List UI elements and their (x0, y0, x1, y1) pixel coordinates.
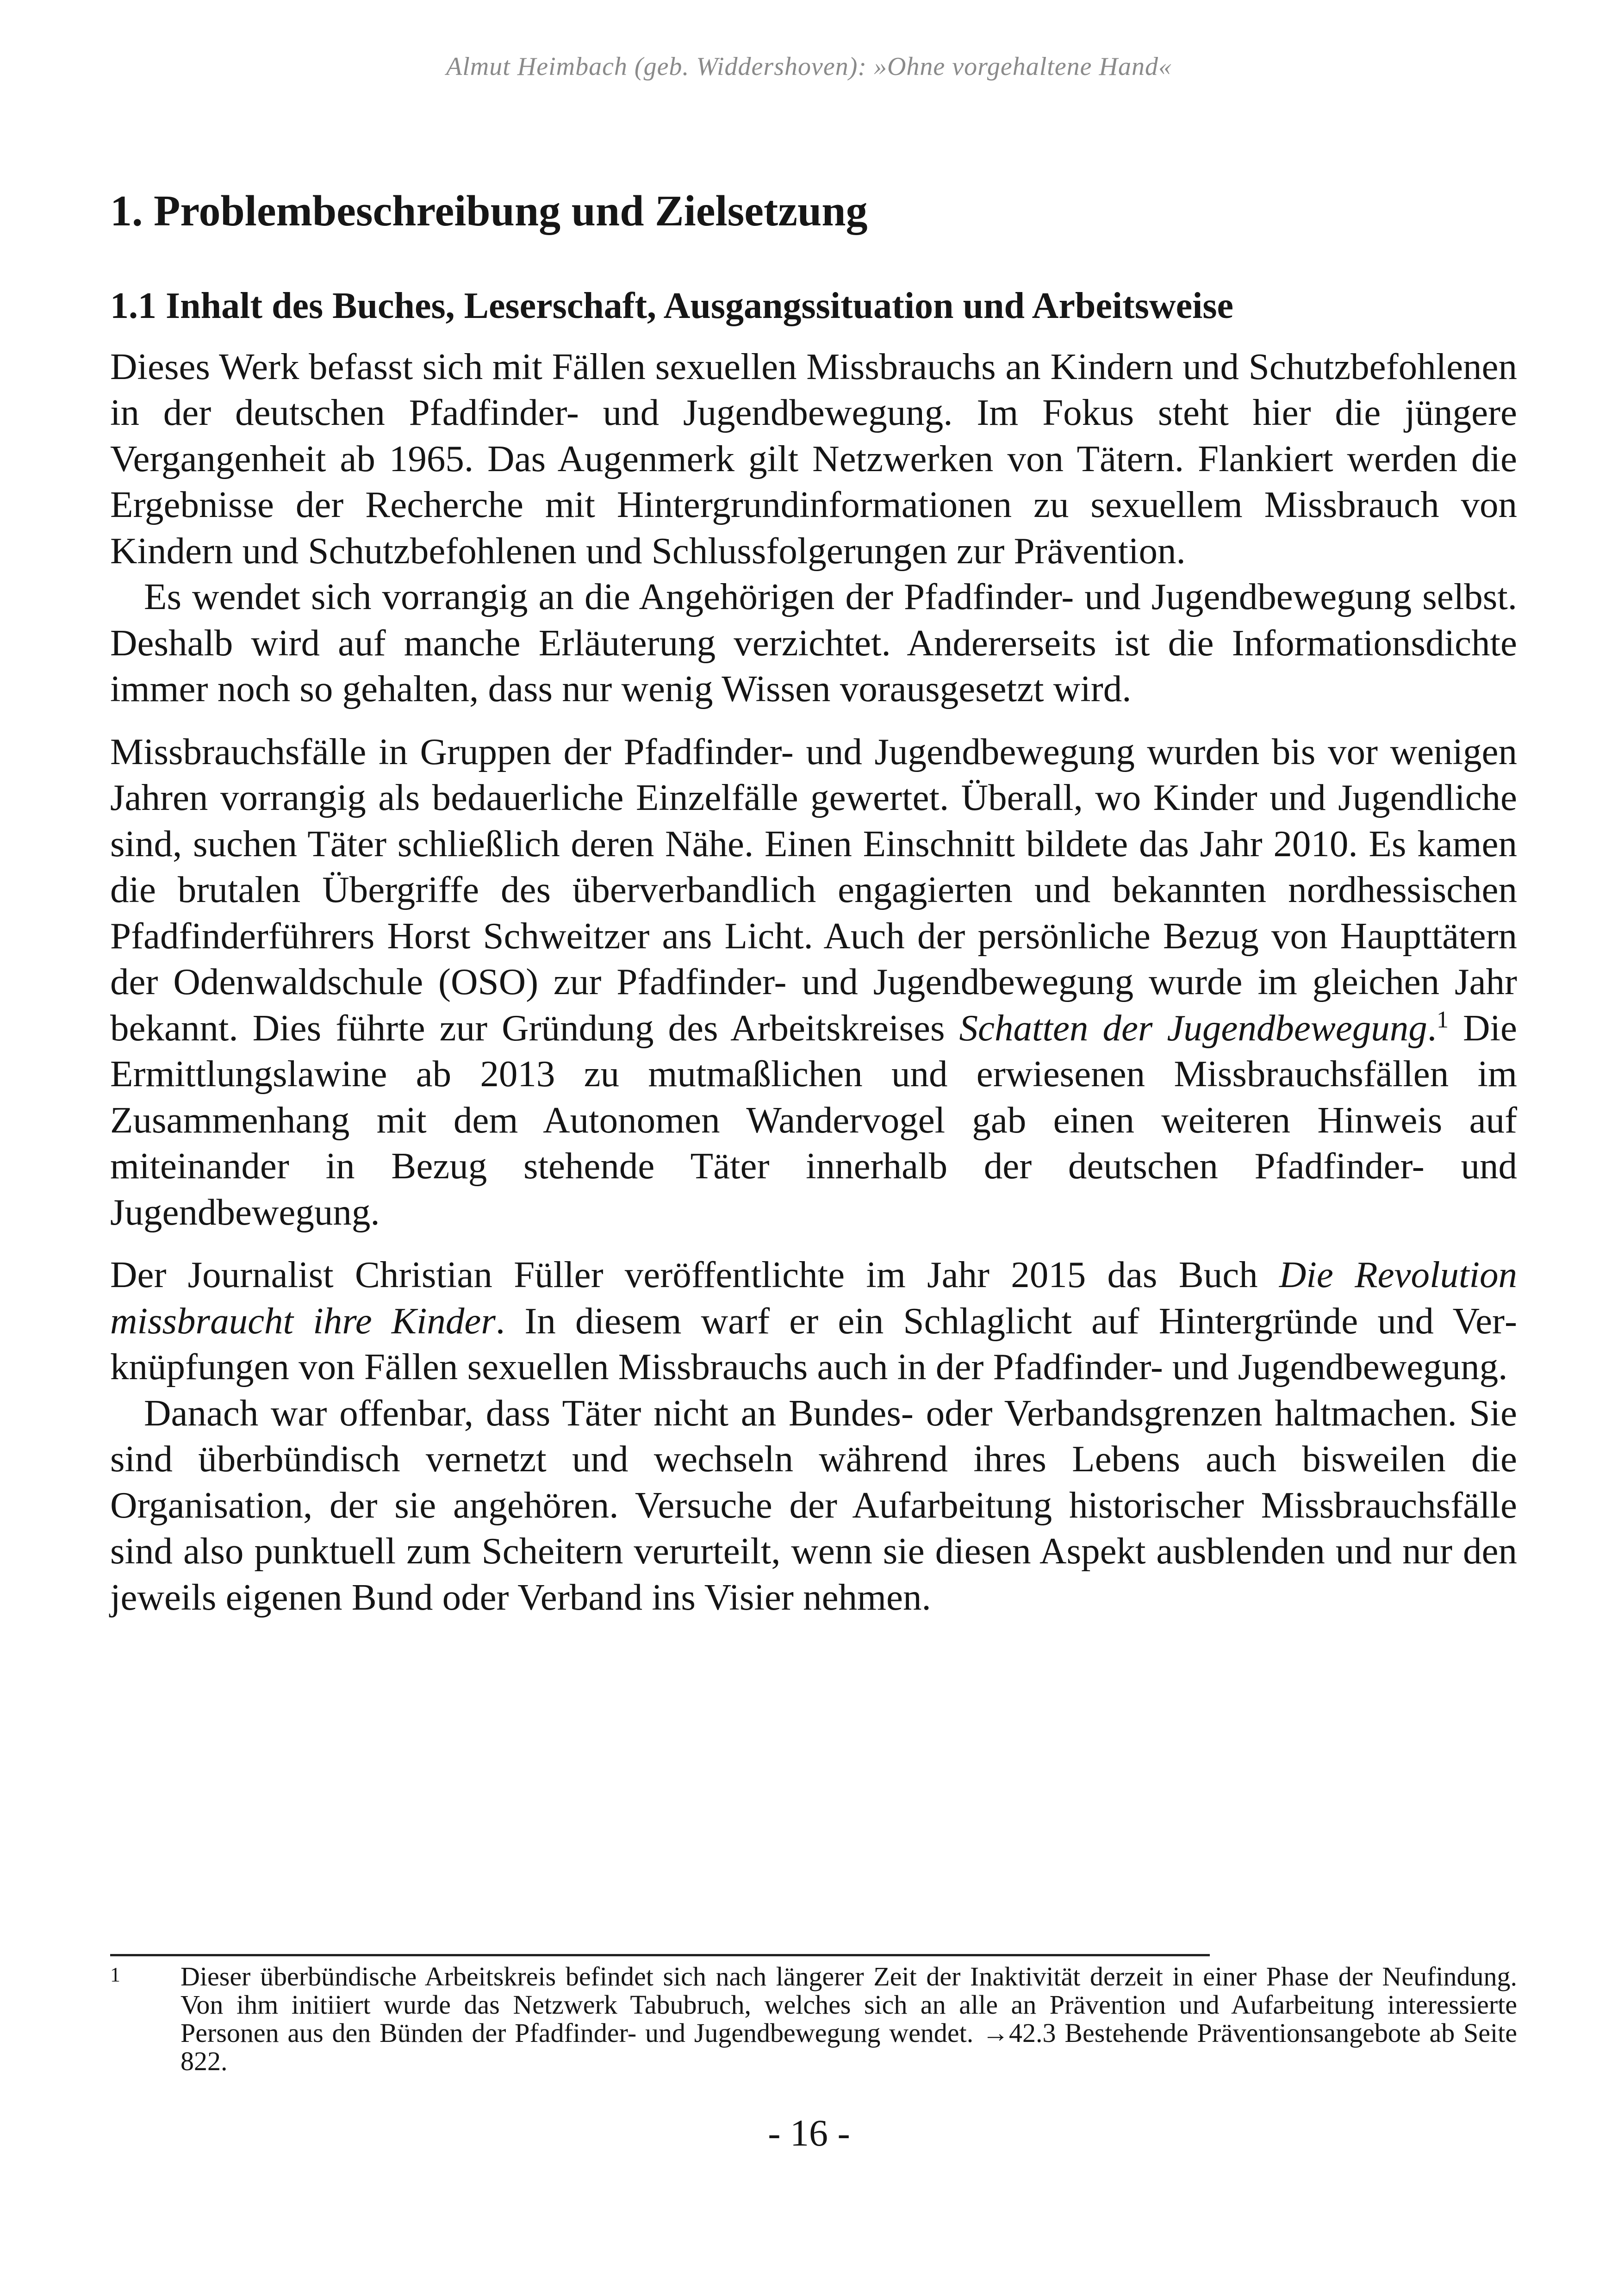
paragraph-3-text-b: Die Ermittlungslawine ab 2013 zu mutmaßlichen und erwiesenen Missbrauchsfällen im Zusammenhang mit dem Autonomen Wandervogel gab einen weiteren Hinweis auf miteinander in Bezug stehende Täter innerhalb der deutschen Pfadfinder- und Jugendbewegung. (110, 1007, 1518, 1233)
paragraph-4-text-b: . In diesem warf er ein Schlaglicht auf Hintergründe und Verknüpfungen von Fällen sexuellen Missbrauchs auch in der Pfadfinder- und Jugendbewegung. (110, 1300, 1518, 1388)
paragraph-5: Danach war offenbar, dass Täter nicht an Bundes- oder Verbandsgrenzen haltmachen. Sie sind überbündisch vernetzt und wechseln während ihres Lebens auch bisweilen die Organisation, der sie angehören. Versuche der Aufarbeitung historischer Missbrauchsfälle sind also punktuell zum Scheitern verurteilt, wenn sie diesen Aspekt ausblenden und nur den jeweils eigenen Bund oder Verband ins Visier nehmen. (110, 1392, 1517, 1618)
paragraph-2: Es wendet sich vorrangig an die Angehörigen der Pfadfinder- und Jugendbewegung selbst. Deshalb wird auf manche Erläuterung verzichtet. Andererseits ist die Informationsdichte immer noch so gehalten, dass nur wenig Wissen vorausgesetzt wird. (110, 576, 1517, 710)
paragraph-4 (110, 1252, 1517, 1390)
footnote-divider (110, 1954, 1210, 1956)
footnote (110, 1962, 1517, 2075)
paragraph-1: Dieses Werk befasst sich mit Fällen sexuellen Missbrauchs an Kindern und Schutzbefohlenen in der deutschen Pfadfinder- und Jugendbewegung. Im Fokus steht hier die jüngere Vergangenheit ab 1965. Das Augenmerk gilt Netzwerken von Tätern. Flankiert werden die Ergebnisse der Recherche mit Hintergrundinformationen zu sexuellem Missbrauch von Kindern und Schutzbefohlenen und Schlussfolgerungen zur Prävention. (110, 345, 1517, 572)
paragraph-3-italic-title: Schatten der Jugendbewegung (959, 1007, 1427, 1049)
footnote-reference[interactable]: 1 (1437, 1006, 1449, 1033)
running-header: Almut Heimbach (geb. Widdershoven): »Ohne vorgehaltene Hand« (446, 52, 1172, 81)
paragraph-3-text-a: Missbrauchsfälle in Gruppen der Pfadfinder- und Jugendbewegung wurden bis vor wenigen Jahren vorrangig als bedauerliche Einzelfälle gewertet. Überall, wo Kinder und Jugendliche sind, suchen Täter schließlich deren Nähe. Einen Einschnitt bildete das Jahr 2010. Es kamen die brutalen Übergriffe des überverbandlich engagierten und bekannten nordhessischen Pfadfinderführers Horst Schweitzer ans Licht. Auch der persönliche Bezug von Haupttätern der Odenwaldschule (OSO) zur Pfadfinder- und Jugendbewegung wurde im gleichen Jahr bekannt. Dies führte zur Gründung des Arbeitskreises (110, 730, 1517, 1049)
page-body (110, 185, 1517, 1620)
paragraph-4-italic-title: Die Revolution missbraucht ihre Kinder (110, 1254, 1517, 1342)
footnote-number: 1 (110, 1963, 120, 1986)
paragraph-3-period: . (1427, 1007, 1437, 1049)
section-title: 1.1 Inhalt des Buches, Leserschaft, Ausgangssituation und Arbeitsweise (110, 285, 1233, 326)
chapter-title: 1. Problembeschreibung und Zielsetzung (110, 187, 868, 235)
footnote-text: Dieser überbündische Arbeitskreis befindet sich nach längerer Zeit der Inaktivität derzeit in einer Phase der Neufindung. Von ihm initiiert wurde das Netzwerk Tabubruch, welches sich an alle an Prävention und Aufarbeitung interessierte Personen aus den Bünden der Pfadfinder- und Jugendbewegung wendet. →42.3 Bestehende Präventionsangebote ab Seite 822. (180, 1961, 1517, 2076)
paragraph-3 (110, 729, 1517, 1236)
paragraph-4-text-a: Der Journalist Christian Füller veröffentlichte im Jahr 2015 das Buch (110, 1254, 1279, 1296)
page-number: - 16 - (768, 2112, 850, 2154)
